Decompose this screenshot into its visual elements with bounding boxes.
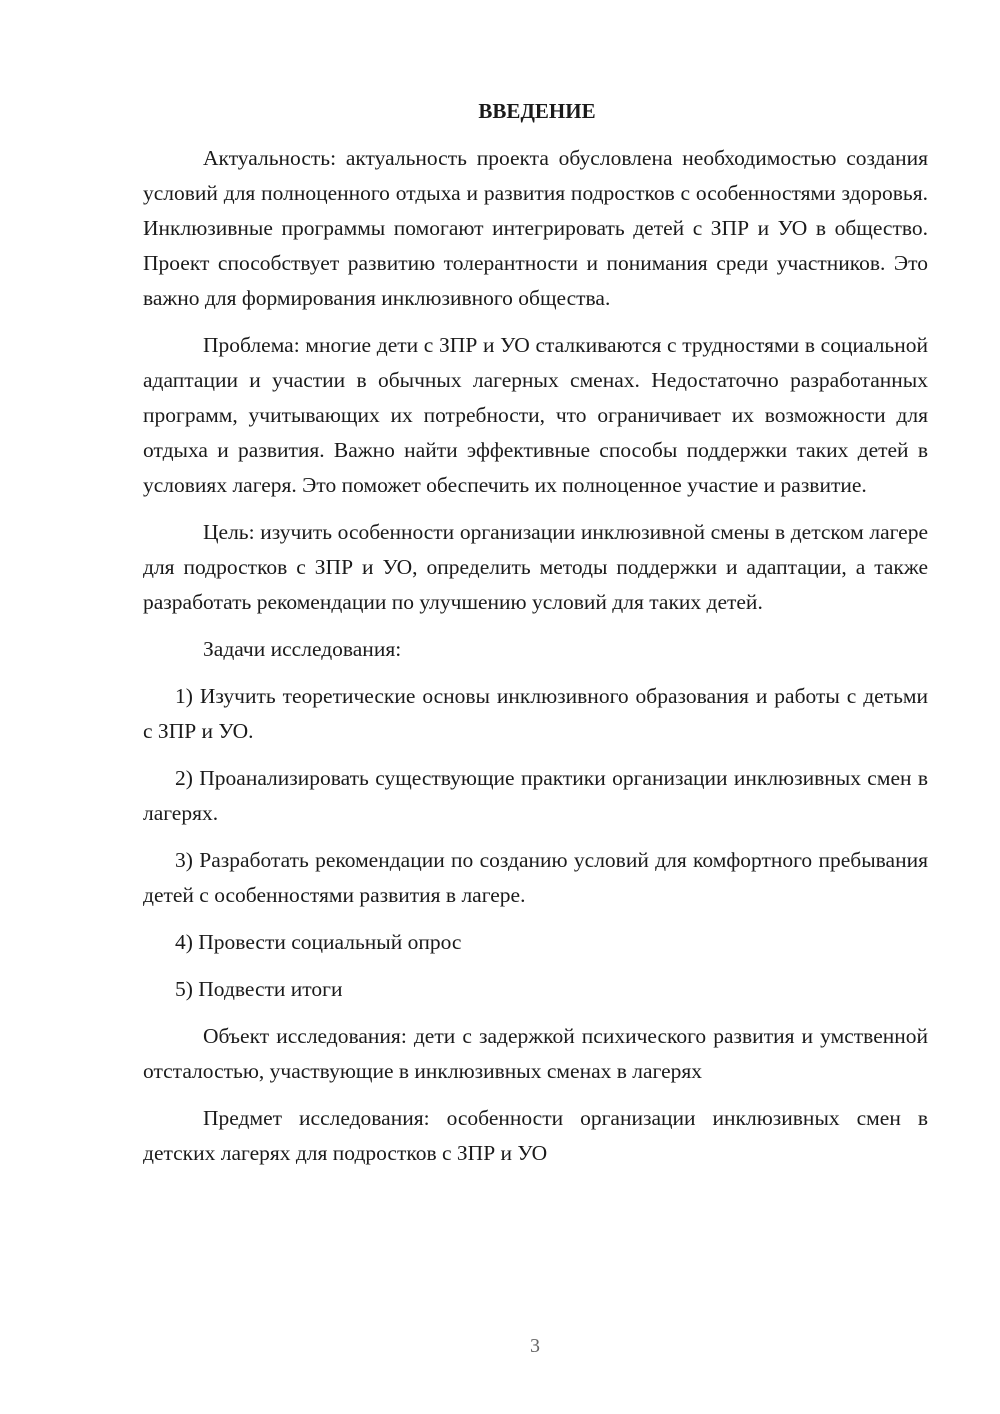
tasks-heading: Задачи исследования: [203, 637, 402, 661]
paragraph-relevance: Актуальность: актуальность проекта обусловлена необходимостью создания условий для полноценного отдыха и развития подростков с особенностями здоровья. Инклюзивные программы помогают интегрировать детей с ЗПР и УО в общество. Проект способствует развитию толерантности и понимания среди участников. Это важно для формирования инклюзивного общества. [143, 146, 928, 310]
section-title: ВВЕДЕНИЕ [478, 99, 596, 123]
task-item-4: 4) Провести социальный опрос [175, 930, 462, 954]
paragraph-subject: Предмет исследования: особенности организации инклюзивных смен в детских лагерях для подростков с ЗПР и УО [143, 1106, 928, 1165]
task-item-5: 5) Подвести итоги [175, 977, 343, 1001]
page-number: 3 [530, 1335, 540, 1357]
paragraph-problem: Проблема: многие дети с ЗПР и УО сталкиваются с трудностями в социальной адаптации и участии в обычных лагерных сменах. Недостаточно разработанных программ, учитывающих их потребности, что ограничивает их возможности для отдыха и развития. Важно найти эффективные способы поддержки таких детей в условиях лагеря. Это поможет обеспечить их полноценное участие и развитие. [143, 333, 928, 497]
task-item-2: 2) Проанализировать существующие практики организации инклюзивных смен в лагерях. [143, 766, 928, 825]
paragraph-goal: Цель: изучить особенности организации инклюзивной смены в детском лагере для подростков с ЗПР и УО, определить методы поддержки и адаптации, а также разработать рекомендации по улучшению условий для таких детей. [143, 520, 928, 614]
task-item-1: 1) Изучить теоретические основы инклюзивного образования и работы с детьми с ЗПР и УО. [143, 684, 928, 743]
paragraph-object: Объект исследования: дети с задержкой психического развития и умственной отсталостью, участвующие в инклюзивных сменах в лагерях [143, 1024, 928, 1083]
task-item-3: 3) Разработать рекомендации по созданию условий для комфортного пребывания детей с особенностями развития в лагере. [143, 848, 928, 907]
page-content [143, 94, 928, 1183]
